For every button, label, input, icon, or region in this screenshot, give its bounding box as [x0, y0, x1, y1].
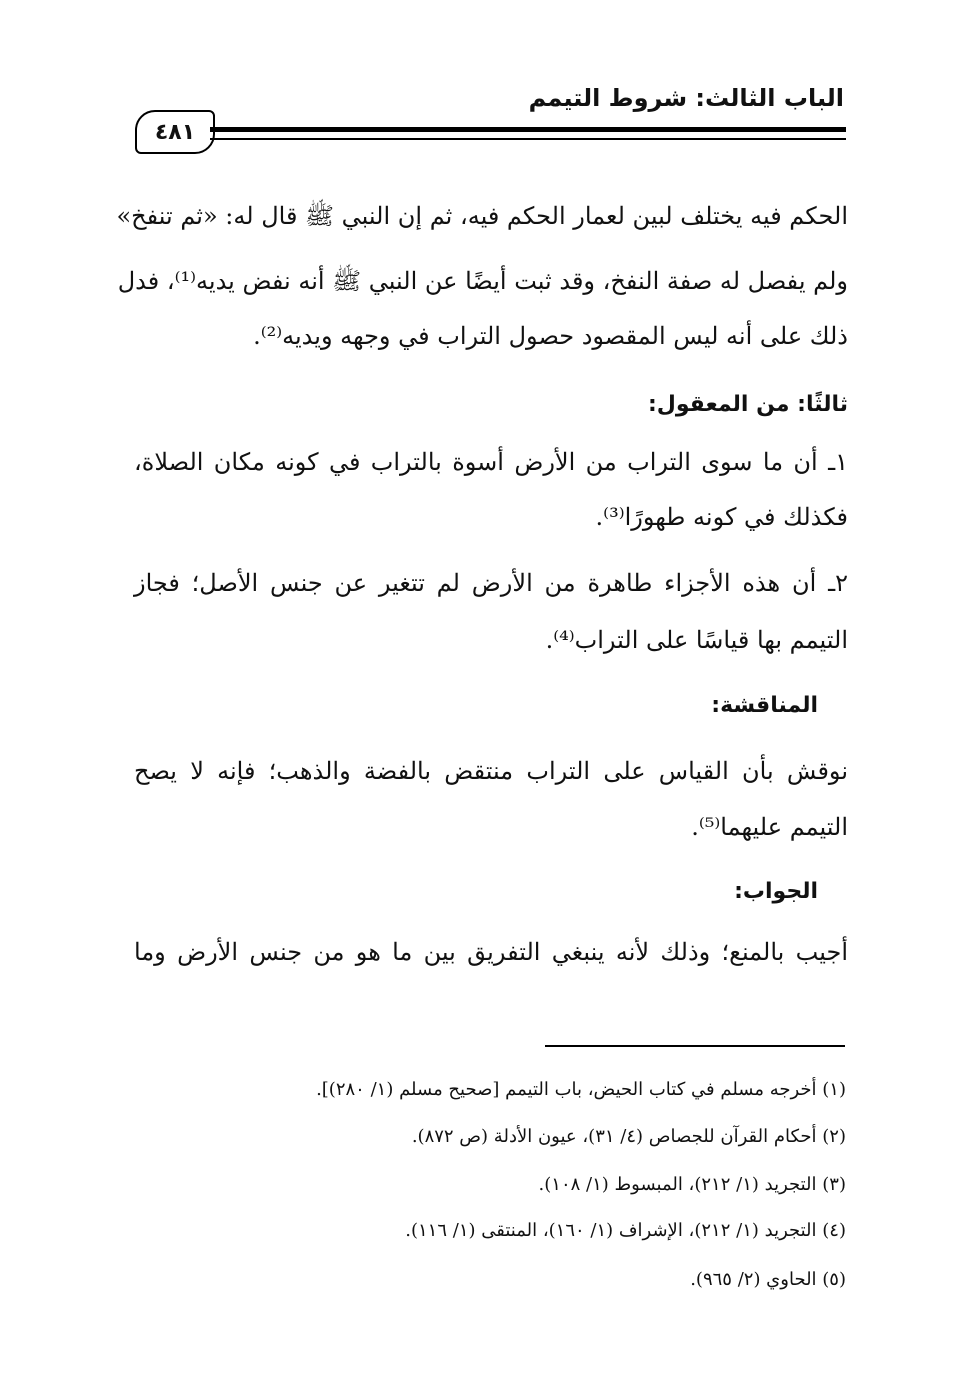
footnote: (٥) الحاوي (٢/ ٩٦٥). — [690, 1269, 846, 1290]
list-item-line: فكذلك في كونه طهورًا⁽³⁾. — [595, 503, 848, 531]
footnote: (١) أخرجه مسلم في كتاب الحيض، باب التيمم [صحيح مسلم (١/ ٢٨٠)]. — [316, 1079, 846, 1100]
list-item-line: التيمم بها قياسًا على التراب⁽⁴⁾. — [545, 626, 848, 654]
list-item-line: ٢ـ أن هذه الأجزاء طاهرة من الأرض لم تتغير عن جنس الأصل؛ فجاز — [134, 569, 848, 597]
subheading-jawab: الجواب: — [734, 879, 818, 904]
body-line: الحكم فيه يختلف لبين لعمار الحكم فيه، ثم إن النبي ﷺ قال له: «ثم تنفخ» — [116, 202, 848, 230]
body-line: ذلك على أنه ليس المقصود حصول التراب في وجهه ويديه⁽²⁾. — [253, 322, 848, 350]
body-line: ولم يفصل له صفة النفخ، وقد ثبت أيضًا عن النبي ﷺ أنه نفض يديه⁽¹⁾، فدل — [117, 267, 848, 295]
list-item-line: ١ـ أن ما سوى التراب من الأرض أسوة بالتراب في كونه مكان الصلاة، — [134, 448, 848, 476]
page-number-badge — [135, 110, 215, 154]
footnote-rule — [545, 1045, 845, 1047]
section-heading: ثالثًا: من المعقول: — [647, 392, 848, 417]
subheading-munaqasha: المناقشة: — [711, 693, 818, 718]
footnote: (٤) التجريد (١/ ٢١٢)، الإشراف (١/ ١٦٠)، المنتقى (١/ ١١٦). — [405, 1220, 846, 1241]
footnote: (٣) التجريد (١/ ٢١٢)، المبسوط (١/ ١٠٨). — [538, 1174, 846, 1195]
chapter-title: الباب الثالث: شروط التيمم — [528, 84, 844, 112]
body-line: التيمم عليهما⁽⁵⁾. — [691, 813, 848, 841]
header-rule — [210, 127, 846, 140]
footnote: (٢) أحكام القرآن للجصاص (٤/ ٣١)، عيون الأدلة (ص ٨٧٢). — [411, 1126, 846, 1147]
body-line: نوقش بأن القياس على التراب منتقض بالفضة والذهب؛ فإنه لا يصح — [134, 757, 848, 785]
body-line: أجيب بالمنع؛ وذلك لأنه ينبغي التفريق بين ما هو من جنس الأرض وما — [134, 938, 848, 966]
page-number: ٤٨١ — [154, 119, 196, 145]
